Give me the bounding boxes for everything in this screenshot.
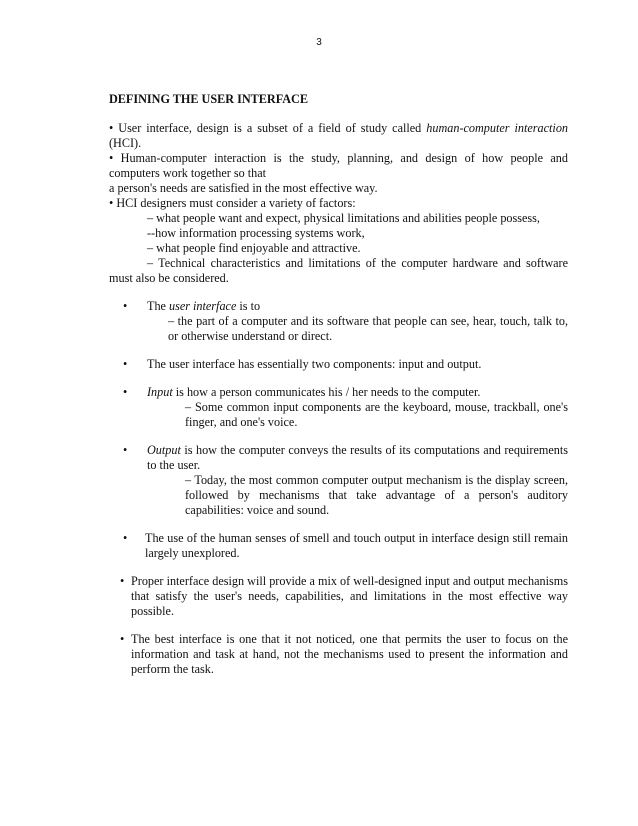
list-item <box>109 385 568 430</box>
list-item-subtext: – Some common input components are the keyboard, mouse, trackball, one's finger, and one's voice. <box>185 400 568 429</box>
intro-p1-prefix: • User interface, design is a subset of a field of study called <box>109 121 427 135</box>
page-number: 3 <box>316 37 322 48</box>
list-item <box>109 531 568 561</box>
list-item <box>109 357 568 372</box>
list-item <box>109 443 568 518</box>
document-body <box>109 92 568 690</box>
technical-rest: must also be considered. <box>109 271 229 285</box>
intro-paragraph-hci <box>109 121 568 151</box>
list-item-text <box>147 385 568 400</box>
list-item-subtext: – the part of a computer and its software that people can see, hear, touch, talk to, or otherwise understand or direct. <box>168 314 568 343</box>
list-item-text <box>147 443 568 473</box>
list-item-suffix: is how the computer conveys the results of its computations and requirements to the user. <box>147 443 568 472</box>
list-item-italic: Input <box>147 385 173 399</box>
intro-paragraph-definition: • Human-computer interaction is the study, planning, and design of how people and computers work together so that <box>109 151 568 180</box>
bullet-marker: • <box>120 574 125 588</box>
intro-paragraph-needs: a person's needs are satisfied in the most effective way. <box>109 181 378 195</box>
bullet-marker: • <box>123 443 128 457</box>
closing-paragraph-text: Proper interface design will provide a mix of well-designed input and output mechanisms that satisfy the user's needs, capabilities, and limitations in the most effective way possible. <box>131 574 568 618</box>
intro-paragraph-factors: • HCI designers must consider a variety of factors: <box>109 196 356 210</box>
closing-paragraph-text: The best interface is one that it not noticed, one that permits the user to focus on the information and task at hand, not the mechanisms used to present the information and perform the task. <box>131 632 568 676</box>
list-item-subtext: – Today, the most common computer output mechanism is the display screen, followed by mechanisms that take advantage of a person's auditory capabilities: voice and sound. <box>185 473 568 517</box>
list-item-text: The user interface has essentially two components: input and output. <box>147 357 482 371</box>
list-item-text <box>147 299 568 314</box>
intro-p1-italic: human-computer interaction <box>426 121 569 135</box>
intro-paragraph-technical <box>109 256 568 286</box>
bullet-marker: • <box>123 531 128 545</box>
list-item-italic: user interface <box>169 299 237 313</box>
bullet-marker: • <box>123 357 128 371</box>
bullet-marker: • <box>120 632 125 646</box>
intro-block <box>109 121 568 286</box>
factor-item: --how information processing systems work, <box>147 226 365 240</box>
closing-paragraph <box>109 574 568 619</box>
list-item-suffix: is how a person communicates his / her needs to the computer. <box>172 385 481 399</box>
factor-item: – what people want and expect, physical limitations and abilities people possess, <box>147 211 540 225</box>
list-item-prefix: The <box>147 299 169 313</box>
section-heading: DEFINING THE USER INTERFACE <box>109 92 308 106</box>
list-item-suffix: is to <box>236 299 261 313</box>
list-item <box>109 299 568 344</box>
bullet-marker: • <box>123 299 128 313</box>
bullet-marker: • <box>123 385 128 399</box>
technical-first: – Technical characteristics and limitations of the computer hardware and software <box>147 256 568 270</box>
closing-paragraph <box>109 632 568 677</box>
list-item-italic: Output <box>147 443 181 457</box>
intro-p1-suffix: (HCI). <box>109 136 142 150</box>
list-item-text: The use of the human senses of smell and touch output in interface design still remain largely unexplored. <box>145 531 568 560</box>
bullet-list <box>109 299 568 677</box>
factor-item: – what people find enjoyable and attractive. <box>147 241 361 255</box>
